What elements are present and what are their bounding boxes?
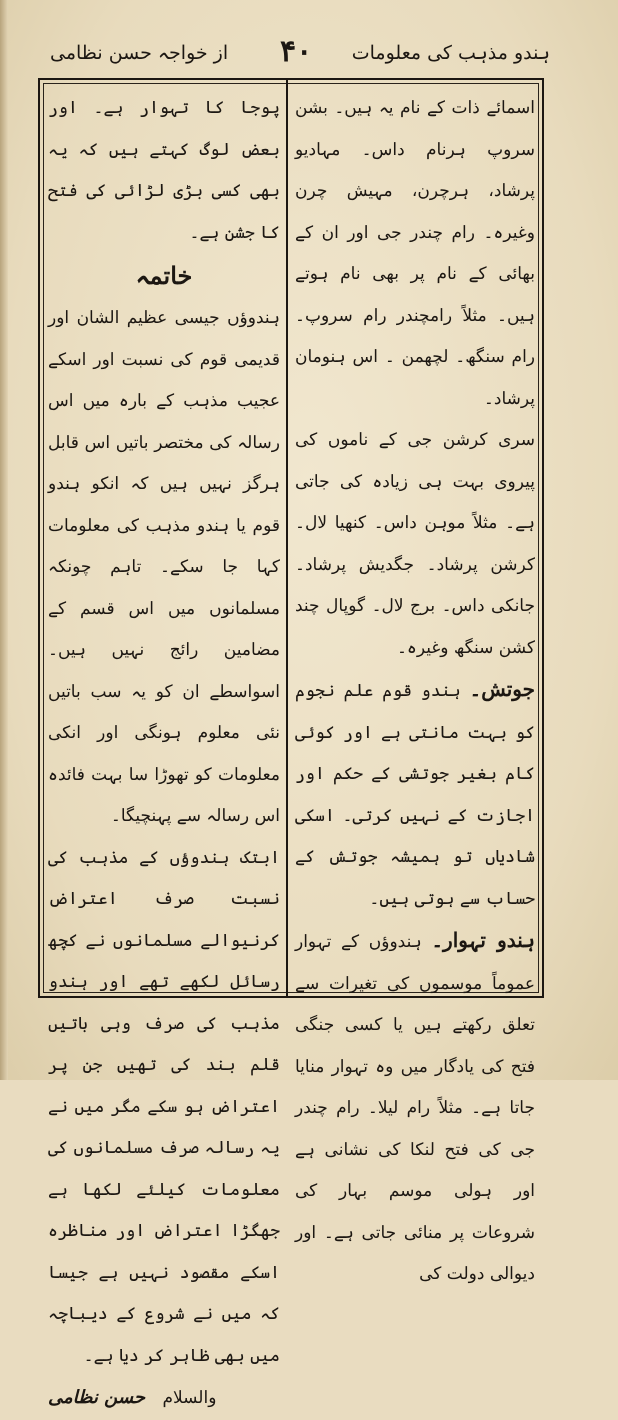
author-name: از خواجہ حسن نظامی [50, 42, 229, 64]
paragraph-conclusion: ہندوؤں جیسی عظیم الشان اور قدیمی قوم کی نسبت اور اسکے عجیب مذہب کے بارہ میں اس رسالہ کی مختصر باتیں اس قابل ہرگز نہیں ہیں کہ انکو ہندو قوم یا ہندو مذہب کی معلومات کہا جا سکے۔ تاہم چونکہ مسلمانوں میں اس قسم کے مضامین رائج نہیں ہیں۔ اسواسطے ان کو یہ سب باتیں نئی معلوم ہونگی اور انکی معلومات کو تھوڑا سا بہت فائدہ اس رسالہ سے پہنچیگا۔ [48, 308, 280, 826]
paragraph-festivals [295, 920, 535, 1296]
paragraph-krishna-names: سری کرشن جی کے ناموں کی پیروی بہت ہی زیادہ کی جاتی ہے۔ مثلاً موہن داس۔ کنھیا لال۔ کرشن پرشاد۔ جگدیش پرشاد۔ جانکی داس۔ برج لال۔ گوپال چند کشن سنگھ وغیرہ۔ [295, 430, 535, 658]
paragraph-purpose: ابتک ہندوؤں کے مذہب کی نسبت صرف اعتراض کرنیوالے مسلمانوں نے کچھ رسائل لکھے تھے اور ہندو مذہب کی صرف وہی باتیں قلم بند کی تھیں جن پر اعتراض ہو سکے مگر میں نے یہ رسالہ صرف مسلمانوں کی معلومات کیلئے لکھا ہے جھگڑا اعتراض اور مناظرہ اسکے مقصود نہیں ہے جیسا کہ میں نے شروع کے دیباچہ میں بھی ظاہر کر دیا ہے۔ [48, 847, 280, 1366]
keyword-festivals: ہندو تہوار۔ [431, 928, 535, 952]
page-number: ۴۰ [280, 34, 313, 69]
paragraph-astrology [295, 669, 535, 920]
closing-line [48, 1377, 280, 1420]
author-signature: حسن نظامی [48, 1387, 146, 1408]
left-column [48, 88, 280, 1408]
book-title: ہندو مذہب کی معلومات [351, 42, 550, 64]
closing-salutation: والسلام [162, 1388, 217, 1408]
right-column [295, 88, 535, 1284]
festivals-text: ہندوؤں کے تہوار عموماً موسموں کی تغیرات سے تعلق رکھتے ہیں یا کسی جنگی فتح کی یادگار میں وہ تہوار منایا جاتا ہے۔ مثلاً رام لیلا۔ رام چندر جی کی فتح لنکا کی نشانی ہے اور ہولی موسم بہار کی شروعات پر منائی جاتی ہے۔ اور دیوالی دولت کی [295, 932, 535, 1284]
conclusion-heading: خاتمہ [135, 261, 193, 290]
astrology-text: ہندو قوم علم نجوم کو بہت مانتی ہے اور کوئی کام بغیر جوتشی کے حکم اور اجازت کے نہیں کرتی۔ اسکی شادیاں تو ہمیشہ جوتش کے حساب سے ہوتی ہیں۔ [295, 681, 535, 909]
column-divider [286, 80, 288, 998]
paragraph-names: اسمائے ذات کے نام یہ ہیں۔ بشن سروپ ہرنام داس۔ مہادیو پرشاد، ہرچرن، مہیش چرن وغیرہ۔ رام چندر جی اور ان کے بھائی کے نام پر بھی نام ہوتے ہیں۔ مثلاً رامچندر رام سروپ۔ رام سنگھ۔ لچھمن ۔ اس ہنومان پرشاد۔ [295, 98, 535, 409]
paragraph-diwali: پوجا کا تہوار ہے۔ اور بعض لوگ کہتے ہیں کہ یہ بھی کسی بڑی لڑائی کی فتح کا جشن ہے۔ [48, 98, 280, 243]
page-header [50, 34, 550, 74]
page-spine-shadow [0, 0, 8, 1080]
keyword-astrology: جوتش۔ [469, 677, 535, 701]
